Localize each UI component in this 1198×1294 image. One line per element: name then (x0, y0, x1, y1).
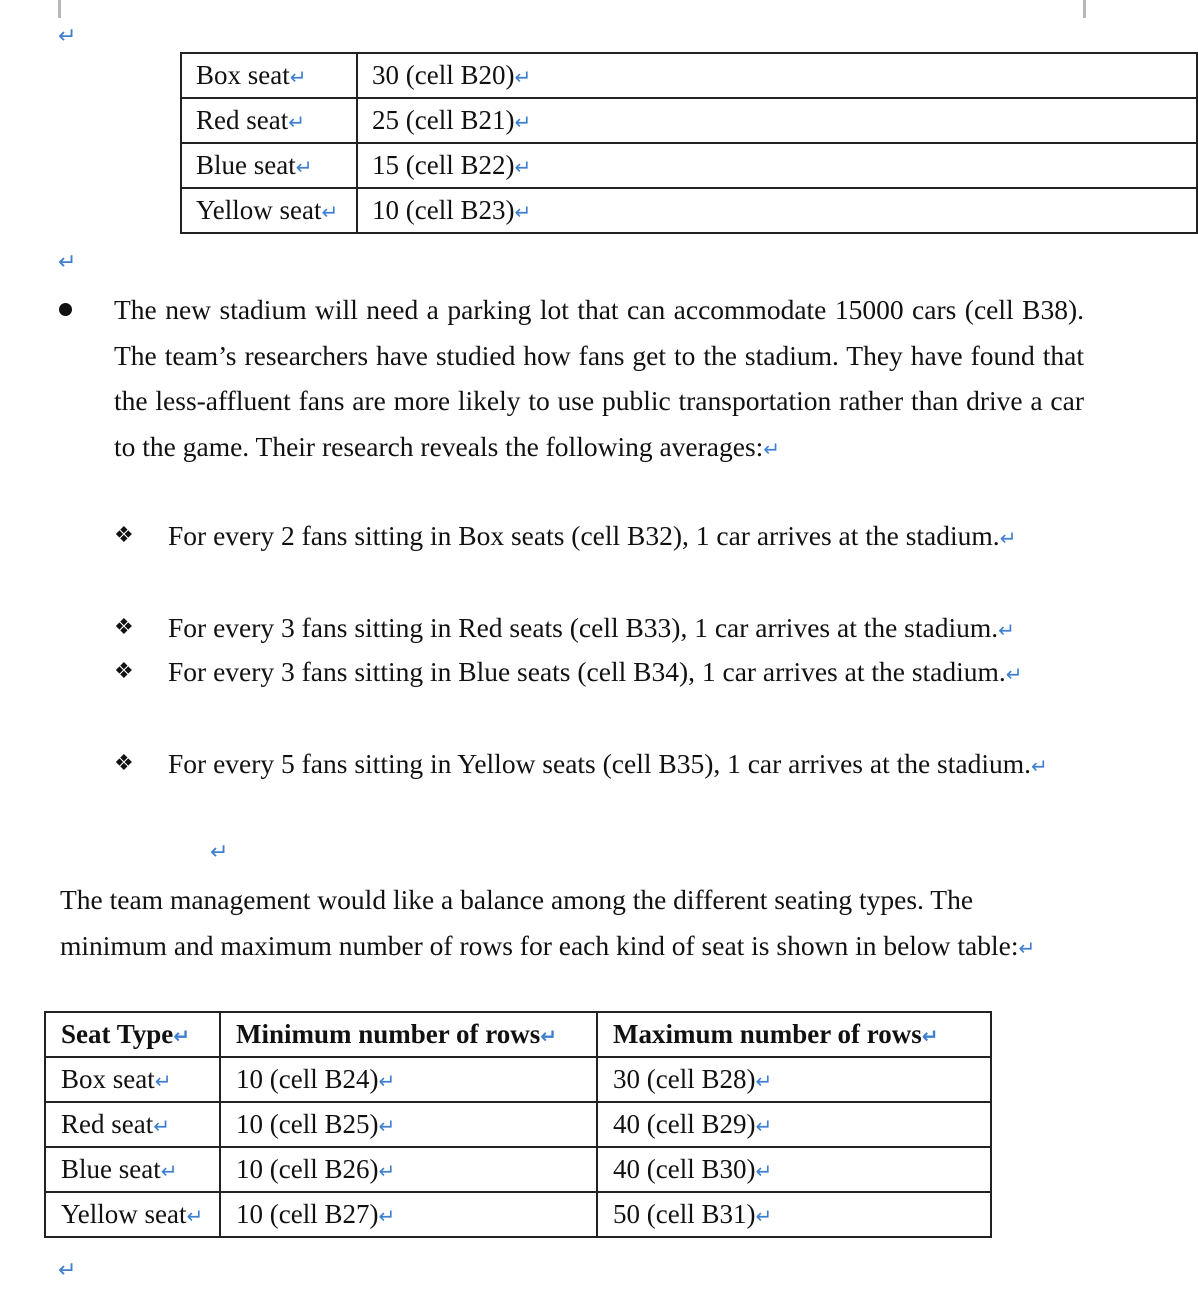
value-cell: 10 (cell B23)↵ (357, 188, 1197, 233)
balance-paragraph: The team management would like a balance among the different seating types. The minimum and maximum number of rows for each kind of seat is shown in below table:↵ (60, 877, 1070, 971)
parking-item: For every 5 fans sitting in Yellow seats (cell B35), 1 car arrives at the stadium.↵ (168, 741, 1084, 790)
value-cell: 25 (cell B21)↵ (357, 98, 1197, 143)
value-cell: 30 (cell B20)↵ (357, 53, 1197, 98)
table-row (45, 1192, 991, 1237)
max-cell: 30 (cell B28)↵ (597, 1057, 991, 1102)
value-cell: 15 (cell B22)↵ (357, 143, 1197, 188)
crop-mark-right (1083, 0, 1086, 18)
diamond-bullet-icon: ❖ (114, 751, 134, 776)
diamond-bullet-icon: ❖ (114, 615, 134, 640)
header-minimum-rows: Minimum number of rows↵ (220, 1012, 597, 1057)
diamond-bullet-icon: ❖ (114, 523, 134, 548)
table-row (181, 143, 1197, 188)
diamond-bullet-icon: ❖ (114, 659, 134, 684)
paragraph-mark-icon: ↵ (58, 24, 77, 49)
table-header-row (45, 1012, 991, 1057)
max-cell: 40 (cell B29)↵ (597, 1102, 991, 1147)
header-maximum-rows: Maximum number of rows↵ (597, 1012, 991, 1057)
paragraph-mark-icon: ↵ (210, 840, 229, 865)
seat-cell: Yellow seat↵ (45, 1192, 220, 1237)
paragraph-mark-icon: ↵ (58, 250, 77, 275)
header-seat-type: Seat Type↵ (45, 1012, 220, 1057)
min-cell: 10 (cell B25)↵ (220, 1102, 597, 1147)
parking-item: For every 3 fans sitting in Blue seats (cell B34), 1 car arrives at the stadium.↵ (168, 649, 1084, 698)
seat-cell: Box seat↵ (181, 53, 357, 98)
seat-cell: Red seat↵ (181, 98, 357, 143)
seat-cell: Red seat↵ (45, 1102, 220, 1147)
min-cell: 10 (cell B26)↵ (220, 1147, 597, 1192)
table-row (181, 98, 1197, 143)
paragraph-mark-icon: ↵ (58, 1258, 77, 1283)
parking-item: For every 2 fans sitting in Box seats (cell B32), 1 car arrives at the stadium.↵ (168, 513, 1084, 562)
table-row (45, 1057, 991, 1102)
seat-rows-table (44, 1011, 992, 1238)
max-cell: 40 (cell B30)↵ (597, 1147, 991, 1192)
table-row (181, 188, 1197, 233)
min-cell: 10 (cell B24)↵ (220, 1057, 597, 1102)
seat-cell: Blue seat↵ (45, 1147, 220, 1192)
seat-cell: Yellow seat↵ (181, 188, 357, 233)
seat-price-table (180, 52, 1198, 234)
seat-cell: Box seat↵ (45, 1057, 220, 1102)
table-row (45, 1147, 991, 1192)
table-row (181, 53, 1197, 98)
seat-cell: Blue seat↵ (181, 143, 357, 188)
parking-item: For every 3 fans sitting in Red seats (cell B33), 1 car arrives at the stadium.↵ (168, 605, 1108, 654)
min-cell: 10 (cell B27)↵ (220, 1192, 597, 1237)
max-cell: 50 (cell B31)↵ (597, 1192, 991, 1237)
table-row (45, 1102, 991, 1147)
parking-intro: The new stadium will need a parking lot that can accommodate 15000 cars (cell B38). The team’s researchers have studied how fans get to the stadium. They have found that the less-affluent fans are more likely to use public transportation rather than drive a car to the game. Their research reveals the following averages:↵ (114, 287, 1084, 472)
crop-mark-left (58, 0, 61, 18)
bullet-dot-icon (59, 303, 72, 316)
